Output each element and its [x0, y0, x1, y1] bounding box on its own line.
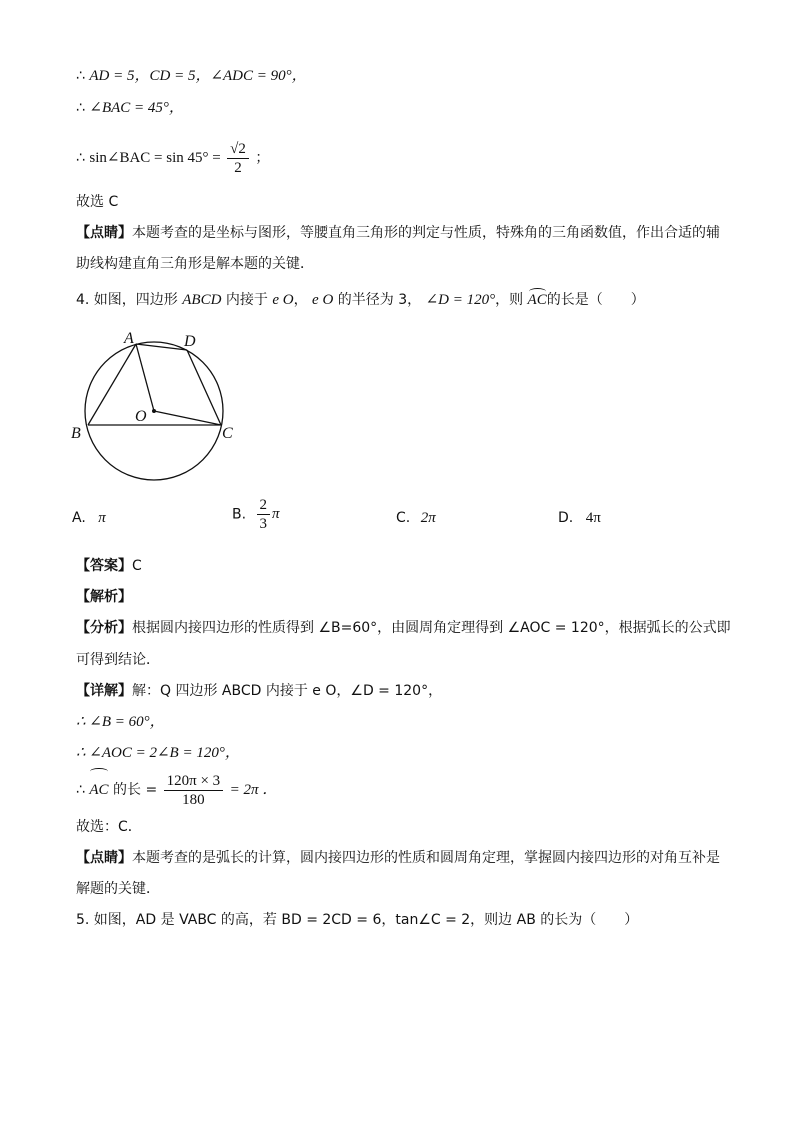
stem-text: 的长是（ ）: [546, 292, 645, 308]
option-label: A.: [72, 510, 86, 526]
stem-text: ，: [293, 292, 308, 308]
segment-dc: [187, 350, 221, 425]
label-o: O: [135, 408, 147, 425]
line-dianjing-cont: 助线构建直角三角形是解本题的关键．: [76, 256, 314, 272]
section-tag: 【点睛】: [76, 850, 132, 866]
therefore-symbol: ∴: [76, 782, 85, 798]
option-label: C.: [396, 510, 411, 526]
answer-line: [76, 556, 142, 576]
fraction: [257, 496, 271, 533]
stem-circle: e O: [312, 292, 334, 308]
option-label: B.: [232, 506, 247, 523]
fraction: [164, 772, 224, 809]
step-result: = 2π ．: [229, 782, 278, 798]
math-expression: AD = 5，CD = 5，∠ADC = 90°，: [89, 68, 307, 84]
step-3: [76, 770, 277, 810]
fraction: [227, 140, 249, 177]
line-ad-cd: [76, 66, 307, 86]
option-b[interactable]: [232, 496, 280, 533]
fraction-denominator: 180: [182, 791, 205, 808]
line-bac: [76, 98, 184, 118]
question-5-stem: 5. 如图，AD 是 VABC 的高，若 BD = 2CD = 6，tan∠C = 2，则边 AB 的长为（ ）: [76, 912, 639, 928]
stem-text: ，则: [495, 292, 524, 308]
therefore-symbol: ∴: [76, 150, 85, 166]
option-c[interactable]: [396, 510, 436, 527]
center-point: [152, 409, 156, 413]
label-a: A: [124, 330, 134, 347]
section-tag: 【详解】: [76, 683, 132, 699]
line-sin: [76, 138, 269, 178]
punctuation: ；: [255, 150, 270, 166]
fraction-denominator: 3: [259, 516, 268, 532]
xiangjie-line: [76, 681, 442, 701]
option-value: 2π: [420, 510, 436, 526]
segment-ao: [136, 344, 154, 411]
fenxi-line-cont: 可得到结论．: [76, 652, 160, 668]
math-expression: sin∠BAC = sin 45° =: [89, 150, 221, 166]
label-c: C: [222, 425, 233, 442]
section-tag: 【答案】: [76, 558, 132, 574]
option-value: π: [272, 506, 280, 522]
fraction-numerator: √2: [227, 140, 249, 159]
step-2: ∴ ∠AOC = 2∠B = 120°，: [76, 745, 240, 761]
line-dianjing: [76, 223, 720, 243]
paragraph-text: 本题考查的是坐标与图形，等腰直角三角形的判定与性质，特殊角的三角函数值，作出合适的辅: [132, 225, 720, 241]
fraction-numerator: 120π × 3: [164, 772, 224, 791]
stem-text: 的半径为 3，: [337, 292, 422, 308]
section-tag: 【点睛】: [76, 225, 132, 241]
option-d[interactable]: [558, 510, 601, 527]
answer-value: C: [132, 558, 142, 574]
analysis-tag: 【解析】: [76, 589, 132, 605]
conclusion-line: 故选：C．: [76, 819, 142, 835]
paragraph-text: 解：Q 四边形 ABCD 内接于 e O，∠D = 120°，: [132, 683, 443, 699]
segment-oc: [154, 411, 221, 425]
option-value: 4π: [585, 510, 601, 526]
label-d: D: [184, 333, 196, 350]
option-label: D.: [558, 510, 574, 526]
paragraph-text: 根据圆内接四边形的性质得到 ∠B=60°，由圆周角定理得到 ∠AOC = 120°，根据弧长的公式即: [132, 620, 731, 636]
fenxi-line: [76, 618, 731, 638]
stem-text: 4. 如图，四边形: [76, 292, 178, 308]
section-tag: 【分析】: [76, 620, 132, 636]
stem-text: 内接于: [225, 292, 268, 308]
line-choice: 故选 C: [76, 194, 119, 210]
arc-symbol: AC: [89, 770, 108, 810]
math-expression: ∠BAC = 45°，: [89, 100, 184, 116]
option-value: π: [98, 510, 106, 526]
paragraph-text: 本题考查的是弧长的计算，圆内接四边形的性质和圆周角定理，掌握圆内接四边形的对角互补是: [132, 850, 720, 866]
label-b: B: [71, 425, 81, 442]
question-4-stem: [76, 290, 645, 310]
step-text: 的长 =: [113, 782, 158, 798]
dianjing-line-cont: 解题的关键．: [76, 881, 160, 897]
option-a[interactable]: [72, 510, 106, 527]
fraction-denominator: 2: [234, 159, 242, 176]
stem-angle: ∠D = 120°: [425, 292, 496, 308]
stem-arc: AC: [527, 292, 547, 308]
dianjing-line: [76, 848, 720, 868]
fraction-numerator: 2: [257, 496, 271, 515]
therefore-symbol: ∴: [76, 68, 85, 84]
step-1: ∴ ∠B = 60°，: [76, 714, 165, 730]
geometry-figure: [66, 324, 256, 484]
stem-quad: ABCD: [182, 292, 222, 308]
therefore-symbol: ∴: [76, 100, 85, 116]
stem-circle: e O: [272, 292, 294, 308]
